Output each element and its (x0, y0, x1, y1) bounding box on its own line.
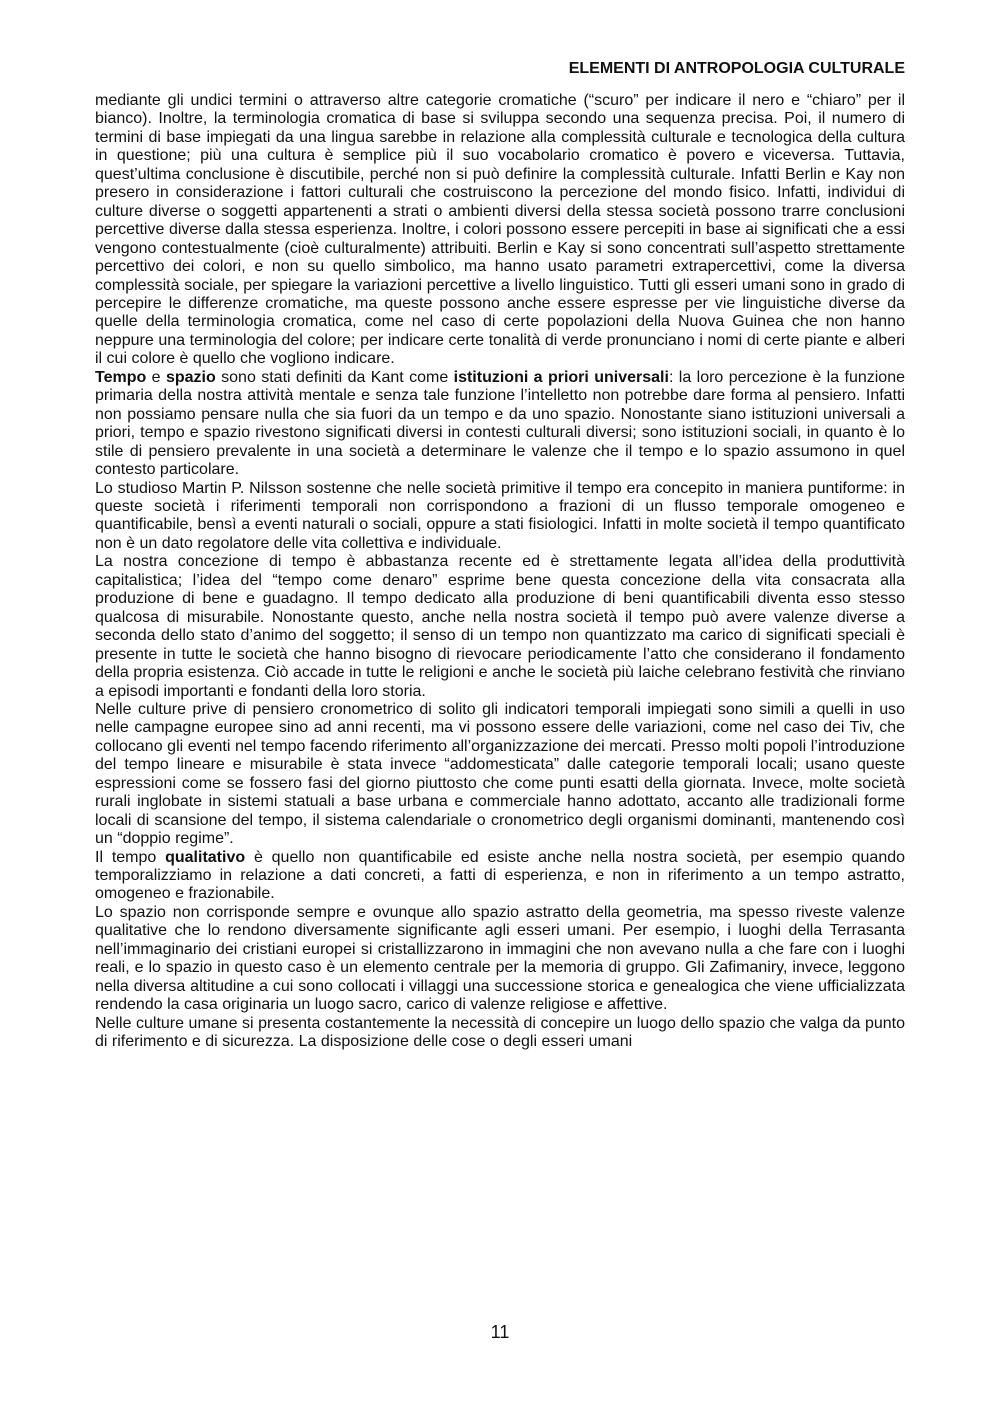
paragraph (95, 701, 905, 849)
paragraph (95, 849, 905, 904)
paragraph (95, 369, 905, 480)
paragraph-text: e (146, 368, 166, 386)
paragraph-text: Lo spazio non corrisponde sempre e ovunque allo spazio astratto della geometria, ma spesso riveste valenze qualitative che lo rendono diversamente significante agli esseri umani. Per esempio, i luoghi della Terrasanta nell’immaginario dei cristiani europei si cristallizzarono in immagini che non avevano nulla a che fare con i luoghi reali, e lo spazio in questo caso è un elemento centrale per la memoria di gruppo. Gli Zafimaniry, invece, leggono nella diversa altitudine a cui sono collocati i villaggi una successione storica e genealogica che viene ufficializzata rendendo la casa originaria un luogo sacro, carico di valenze religiose e affettive. (95, 903, 905, 1014)
paragraph (95, 904, 905, 1015)
paragraph-text: è quello non quantificabile ed esiste anche nella nostra società, per esempio quando temporalizziamo in relazione a dati concreti, a fatti di esperienza, e non in riferimento a un tempo astratto, omogeneo e frazionabile. (95, 848, 906, 903)
bold-term: istituzioni a priori universali (453, 368, 669, 386)
running-header: ELEMENTI DI ANTROPOLOGIA CULTURALE (568, 60, 905, 77)
bold-term: qualitativo (165, 848, 246, 866)
paragraph-text: Il tempo (95, 848, 166, 866)
body-text (95, 92, 905, 1052)
paragraph (95, 92, 905, 369)
paragraph-text: Nelle culture umane si presenta costantemente la necessità di concepire un luogo dello spazio che valga da punto di riferimento e di sicurezza. La disposizione delle cose o degli esseri umani (95, 1014, 905, 1051)
paragraph (95, 1015, 905, 1052)
bold-term: Tempo (95, 368, 147, 386)
page-number: 11 (490, 1322, 510, 1342)
paragraph (95, 553, 905, 701)
bold-term: spazio (165, 368, 216, 386)
paragraph-text: mediante gli undici termini o attraverso altre categorie cromatiche (“scuro” per indicare il nero e “chiaro” per il bianco). Inoltre, la terminologia cromatica di base si sviluppa secondo una sequenza precisa. Poi, il numero di termini di base impiegati da una lingua sarebbe in relazione alla complessità culturale e tecnologica della cultura in questione; più una cultura è semplice più il suo vocabolario cromatico è povero e viceversa. Tuttavia, quest’ultima conclusione è discutibile, perché non si può definire la complessità culturale. Infatti Berlin e Kay non presero in considerazione i fattori culturali che costruiscono la percezione del mondo fisico. Infatti, individui di culture diverse o soggetti appartenenti a strati o ambienti diversi della stessa società possono trarre conclusioni percettive diverse dalla stessa esperienza. Inoltre, i colori possono essere percepiti in base ai significati che a essi vengono contestualmente (cioè culturalmente) attribuiti. Berlin e Kay si sono concentrati sull’aspetto strettamente percettivo dei colori, e non su quello simbolico, ma hanno usato parametri extrapercettivi, come la diversa complessità sociale, per spiegare la variazioni percettive a livello linguistico. Tutti gli esseri umani sono in grado di percepire le differenze cromatiche, ma queste possono anche essere espresse per vie linguistiche diverse da quelle della terminologia cromatica, come nel caso di certe popolazioni della Nuova Guinea che non hanno neppure una terminologia del colore; per indicare certe tonalità di verde pronunciano i nomi di certe piante e alberi il cui colore è quello che vogliono indicare. (95, 92, 905, 368)
paragraph-text: Lo studioso Martin P. Nilsson sostenne che nelle società primitive il tempo era concepito in maniera puntiforme: in queste società i riferimenti temporali non corrispondono a frazioni di un flusso temporale omogeneo e quantificabile, bensì a eventi naturali o sociali, oppure a stati fisiologici. Infatti in molte società il tempo quantificato non è un dato regolatore delle vita collettiva e individuale. (95, 479, 905, 552)
paragraph-text: sono stati definiti da Kant come (215, 368, 454, 386)
paragraph-text: : la loro percezione è la funzione primaria della nostra attività mentale e senza tale funzione l’intelletto non potrebbe dare forma al pensiero. Infatti non possiamo pensare nulla che sia fuori da un tempo e da uno spazio. Nonostante siano istituzioni universali a priori, tempo e spazio rivestono significati diversi in contesti culturali diversi; sono istituzioni sociali, in quanto è lo stile di pensiero prevalente in una società a determinare le valenze che il tempo e lo spazio assumono in quel contesto particolare. (95, 368, 905, 479)
paragraph (95, 480, 905, 554)
paragraph-text: La nostra concezione di tempo è abbastanza recente ed è strettamente legata all’idea della produttività capitalistica; l’idea del “tempo come denaro” esprime bene questa concezione della vita consacrata alla produzione di bene e guadagno. Il tempo dedicato alla produzione di beni quantificabili diventa esso stesso qualcosa di misurabile. Nonostante questo, anche nella nostra società il tempo può avere valenze diverse a seconda dello stato d’animo del soggetto; il senso di un tempo non quantizzato ma carico di significati speciali è presente in tutte le società che hanno bisogno di rievocare periodicamente l’atto che considerano il fondamento della propria esistenza. Ciò accade in tutte le religioni e anche le società più laiche celebrano festività che rinviano a episodi importanti e fondanti della loro storia. (95, 553, 905, 700)
paragraph-text: Nelle culture prive di pensiero cronometrico di solito gli indicatori temporali impiegati sono simili a quelli in uso nelle campagne europee sino ad anni recenti, ma vi possono essere delle variazioni, come nel caso dei Tiv, che collocano gli eventi nel tempo facendo riferimento all’organizzazione dei mercati. Presso molti popoli l’introduzione del tempo lineare e misurabile è stata invece “addomesticata” dalle categorie temporali locali; usano queste espressioni come se fossero fasi del giorno piuttosto che come punti esatti della giornata. Invece, molte società rurali inglobate in sistemi statuali a base urbana e commerciale hanno adottato, accanto alle tradizionali forme locali di scansione del tempo, il sistema calendariale o cronometrico degli organismi dominanti, mantenendo così un “doppio regime”. (95, 700, 905, 848)
